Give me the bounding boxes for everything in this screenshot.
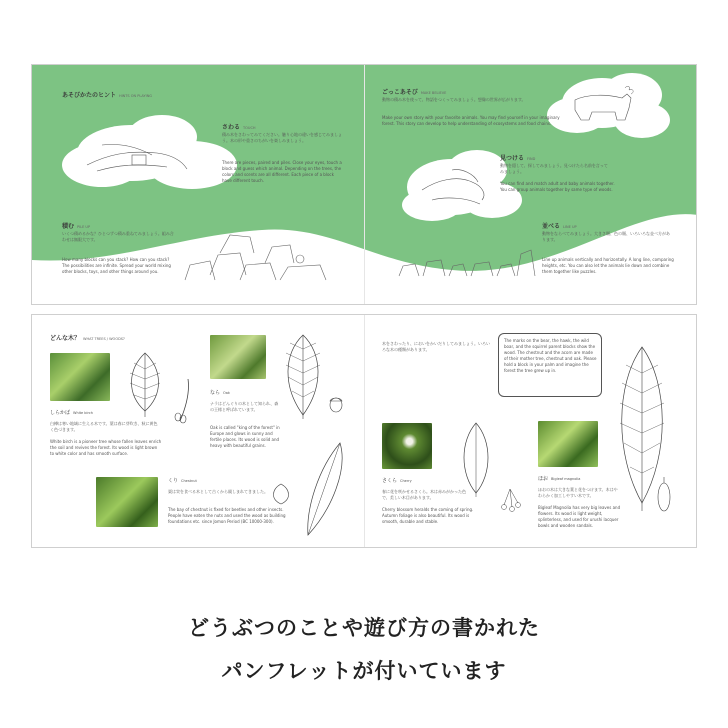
touch-heading-en: TOUCH (243, 126, 256, 130)
white-birch-body-en: White birch is a pioneer tree whose fallen leaves enrich the soil and revives the forest. Its wood is light brown to white color and has smooth surface. (50, 439, 162, 456)
spread-gutter (364, 65, 365, 304)
white-birch-name-en: White birch (73, 411, 94, 415)
lineup-body-en: Line up animals vertically and horizontally. A long line, comparing heights, etc. You can also let the animals lie down and combine them together like puzzles. (542, 257, 674, 274)
chestnut-name-en: Chestnut (181, 479, 197, 483)
stack-heading-jp: 積む (62, 223, 75, 230)
trees-title (50, 333, 125, 342)
stack-body-jp: いくつ積めるかな？ひとつずつ積み重ねてみましょう。組み合わせは無限大です。 (62, 231, 174, 242)
cherry-label (382, 477, 412, 484)
cherry-body-en: Cherry blossom heralds the coming of spring. Autumn foliage is also beautiful. Its wood is smooth, durable and stable. (382, 507, 474, 524)
hands-pretend-illustration (412, 160, 512, 210)
pretend-body-en: Make your own story with your favorite animals. You may find yourself in your imaginary forest. This story can develop to help understanding of ecosystems and food chains. (382, 115, 560, 126)
cherry-leaf-illustration (456, 419, 496, 499)
chestnut-leaf-illustration (302, 439, 348, 539)
magnolia-body-en: Bigleaf Magnolia has very big leaves and flowers. Its wood is light weight, splinterless, and used for urushi lacquer bowls and wooden sandals. (538, 505, 621, 528)
cherry-photo (382, 423, 432, 469)
magnolia-photo (538, 421, 598, 467)
hints-title (62, 90, 152, 99)
chestnut-photo (96, 477, 158, 527)
touch-heading-jp: さわる (222, 124, 241, 131)
touch-body-jp: 積み木をさわってみてください。触り心地の違いを感じてみましょう。木の形や重さのちがいを楽しみましょう。 (222, 132, 342, 143)
find-body-en: You can find and match adult and baby animals together. You can group animals together by same type of woods. (500, 181, 615, 192)
cherry-fruit-illustration (498, 485, 522, 515)
trees-intro-box (498, 333, 602, 397)
magnolia-cone-illustration (654, 475, 674, 515)
stack-body-en: How many blocks can you stack? How can you stack? The possibilities are infinite. Spread your world mixing other blocks, toys, and other things around you. (62, 257, 171, 274)
find-heading (500, 153, 535, 162)
hints-title-en: HINTS ON PLAYING (119, 94, 153, 98)
trees-intro-jp: 木をさわったり、においをかいだりしてみましょう。いろいろな木の種類があります。 (382, 341, 490, 352)
pretend-heading-jp: ごっこあそび (382, 89, 418, 96)
chestnut-body-jp: 栗は実を食べる木として古くから親しまれてきました。 (168, 489, 268, 494)
trees-intro-en: The marks on the bear, the hawk, the wild boar, and the squirrel parent blocks show the wood. The chestnut and the acorn are made of their mother tree, chestnut and oak. Please hold a block in your palm and imagine the forest the tree grew up in. (504, 338, 597, 373)
hints-title-jp: あそびかたのヒント (62, 92, 117, 99)
chestnut-nut-illustration (268, 481, 294, 507)
pretend-body-jp: 動物の積み木を使って、物語をつくってみましょう。想像の世界が広がります。 (382, 97, 526, 102)
chestnut-body-en: The bay of chestnut is fixed for beetles and other insects. People have eaten the nuts and used the wood as building foundations etc. since Jomon Period (BC 10000-300). (168, 507, 286, 524)
birch-catkin-illustration (170, 375, 200, 425)
birch-leaf-illustration (120, 349, 170, 419)
caption-line-2: パンフレットが付いています (221, 659, 507, 683)
magnolia-body-jp: ほおの木は大きな葉と花をつけます。木はやわらかく加工しやすい木です。 (538, 487, 618, 498)
cherry-body-jp: 春に花を咲かせるさくら。木は赤みがかった色で、美しい木目があります。 (382, 489, 466, 500)
stack-heading-en: PILE UP (77, 225, 91, 229)
pretend-heading (382, 87, 446, 96)
pamphlet-spread-trees (31, 314, 697, 548)
lineup-heading (542, 221, 577, 230)
oak-name-jp: なら (210, 390, 221, 396)
oak-body-jp: ナラはどんぐりの木として知られ、森の王様と呼ばれています。 (210, 401, 279, 412)
cherry-name-jp: さくら (382, 478, 398, 484)
find-heading-en: FIND (527, 157, 536, 161)
oak-body-en: Oak is called "king of the forest" in Europe and glows in sunny and fertile places. Its wood is solid and heavy with beautiful grains. (210, 425, 280, 448)
hands-touch-illustration (77, 125, 197, 185)
oak-name-en: Oak (223, 391, 230, 395)
magnolia-label (538, 475, 580, 482)
chestnut-name-jp: くり (168, 478, 179, 484)
stack-heading (62, 221, 90, 230)
touch-body-en: There are pieces, paired and piles. Close your eyes, touch a block and guess which animal. Depending on the trees, the colors and scents are all different. Each piece of a block have different touch. (222, 160, 342, 183)
find-heading-jp: 見つける (500, 155, 525, 162)
chestnut-label (168, 477, 197, 484)
cherry-name-en: Cherry (400, 479, 412, 483)
lineup-heading-en: LINE UP (563, 225, 577, 229)
oak-photo (210, 335, 266, 379)
lined-up-animals-illustration (397, 240, 537, 280)
trees-title-en: WHAT TREES / WOODS? (83, 337, 125, 341)
caption-line-1: どうぶつのことや遊び方の書かれた (188, 616, 540, 640)
pamphlet-spread-hints (31, 64, 697, 305)
oak-leaf-illustration (278, 331, 328, 421)
bear-block-illustration (567, 80, 647, 130)
white-birch-label (50, 409, 93, 416)
touch-heading (222, 122, 256, 131)
acorn-illustration (324, 391, 348, 415)
lineup-body-jp: 動物をならべてみましょう。大きさ順、色の順、いろいろな並べ方があります。 (542, 231, 670, 242)
find-body-jp: 動物を隠して、探してみましょう。見つけたら名前を言ってみましょう。 (500, 163, 608, 174)
white-birch-body-jp: 白樺は寒い地域に生える木です。葉は春に芽吹き、秋に黄色く色づきます。 (50, 421, 158, 432)
pretend-heading-en: MAKE BELIEVE (420, 91, 447, 95)
stacked-animals-illustration (180, 225, 330, 285)
magnolia-name-jp: ほお (538, 476, 549, 482)
white-birch-photo (50, 353, 110, 401)
trees-title-jp: どんな木？ (50, 335, 81, 342)
lineup-heading-jp: 並べる (542, 223, 561, 230)
magnolia-name-en: Bigleaf magnolia (551, 477, 581, 481)
white-birch-name-jp: しらかば (50, 410, 71, 416)
spread-gutter-2 (364, 315, 365, 547)
oak-label (210, 389, 230, 396)
